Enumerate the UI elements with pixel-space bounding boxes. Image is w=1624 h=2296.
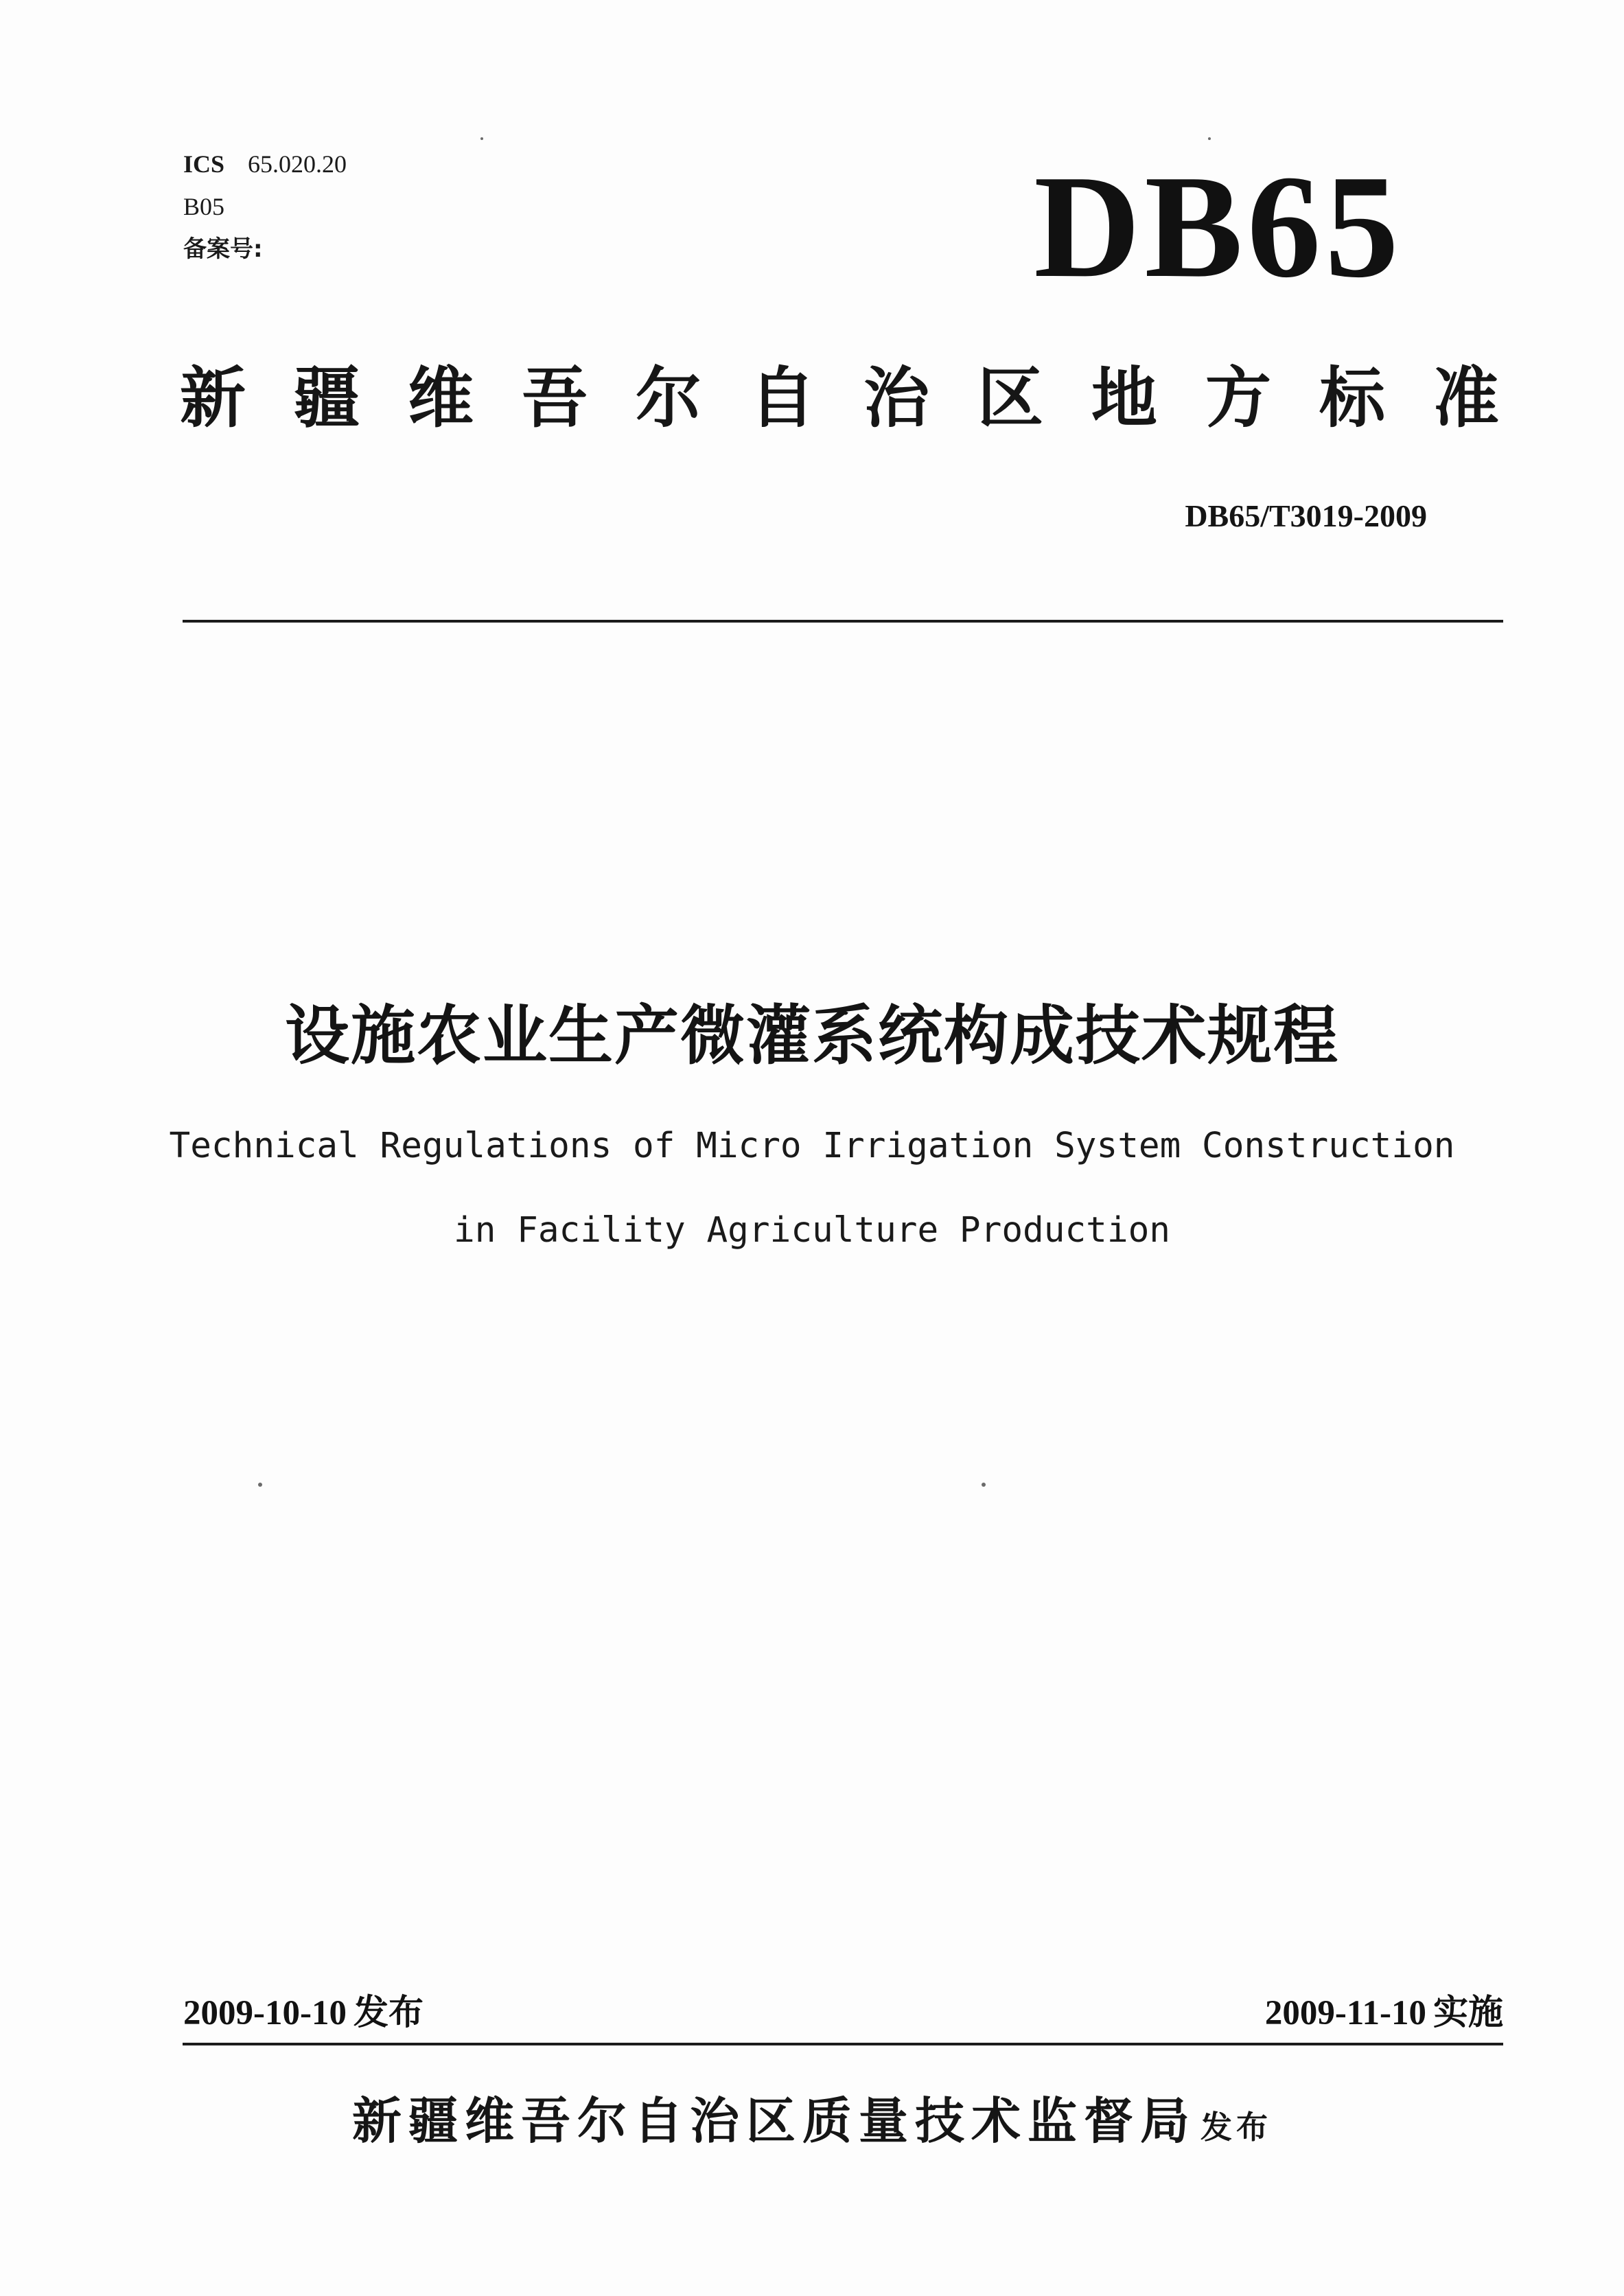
ics-label: ICS — [183, 150, 225, 178]
chinese-title: 设施农业生产微灌系统构成技术规程 — [284, 999, 1339, 1074]
publish-date-line — [183, 1989, 424, 2037]
issuer-line — [0, 2083, 1624, 2159]
issuer-suffix: 发布 — [1200, 2109, 1272, 2146]
standard-code: DB65/T3019-2009 — [1185, 498, 1427, 533]
implement-date-suffix: 实施 — [1432, 1993, 1503, 2033]
classification-block — [183, 143, 347, 270]
db65-logo: DB65 — [1034, 144, 1403, 308]
classification-code: B05 — [183, 193, 225, 220]
publish-date: 2009-10-10 — [183, 1994, 347, 2032]
ics-code: 65.020.20 — [248, 150, 347, 178]
english-title-line-2: in Facility Agriculture Production — [454, 1210, 1170, 1251]
bottom-divider — [183, 2043, 1503, 2045]
implement-date-line — [1265, 1989, 1503, 2037]
top-divider — [183, 620, 1503, 623]
scan-speck — [258, 1483, 262, 1487]
scan-speck — [480, 137, 483, 140]
scan-speck — [982, 1483, 986, 1487]
issuer-name: 新疆维吾尔自治区质量技术监督局 — [351, 2092, 1196, 2150]
implement-date: 2009-11-10 — [1264, 1994, 1426, 2032]
english-title-line-1: Technical Regulations of Micro Irrigation System Construction — [169, 1126, 1455, 1166]
ics-row — [183, 143, 347, 185]
scan-speck — [1208, 137, 1211, 140]
record-number-label: 备案号: — [183, 235, 263, 263]
standard-type-heading: 新疆维吾尔自治区地方标准 — [180, 360, 1547, 437]
publish-date-suffix: 发布 — [353, 1993, 424, 2033]
